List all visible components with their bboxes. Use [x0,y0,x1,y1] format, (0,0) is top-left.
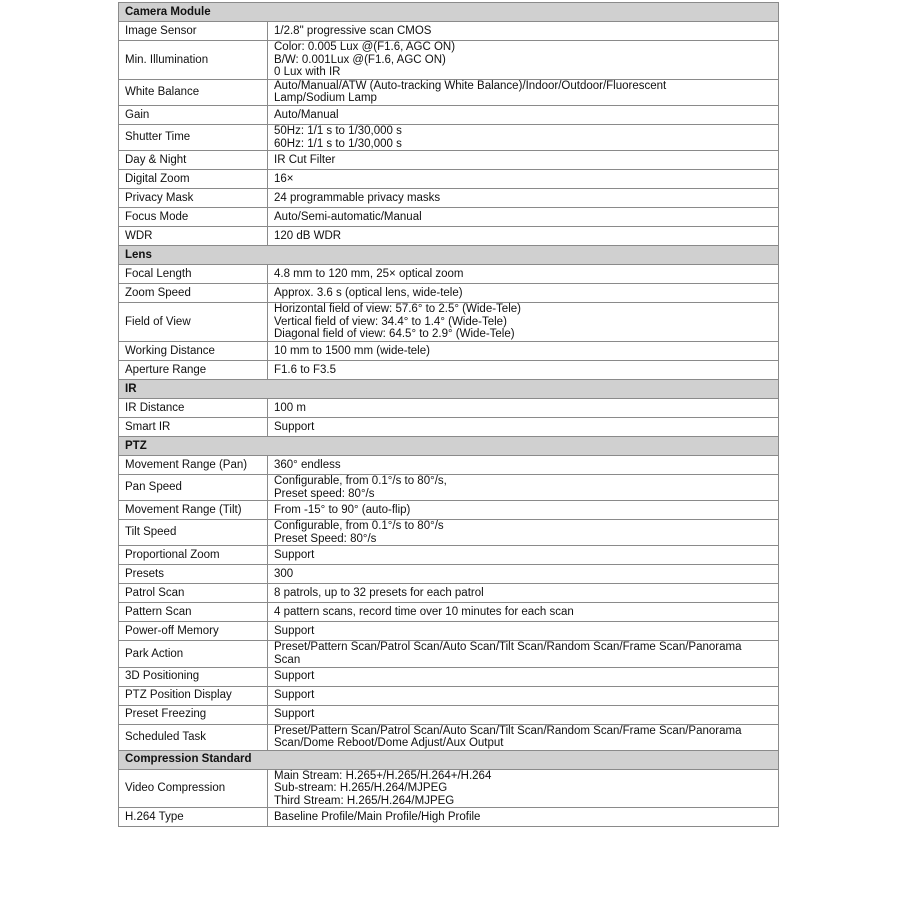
spec-value-line: 60Hz: 1/1 s to 1/30,000 s [274,137,402,150]
spec-row [119,686,779,705]
spec-value-line: From -15° to 90° (auto-flip) [274,503,411,516]
spec-label: WDR [119,227,268,246]
spec-value [268,769,779,808]
spec-value-line: Main Stream: H.265+/H.265/H.264+/H.264 [274,769,492,782]
spec-value [268,808,779,827]
spec-value [268,284,779,303]
spec-value-line: Horizontal field of view: 57.6° to 2.5° (Wide-Tele) [274,303,521,316]
spec-value-line: 10 mm to 1500 mm (wide-tele) [274,344,430,357]
spec-value-line: Auto/Manual [274,108,339,121]
spec-value [268,303,779,342]
spec-value-line: IR Cut Filter [274,153,336,166]
spec-value [268,151,779,170]
spec-value [268,265,779,284]
spec-value [268,455,779,474]
section-title: Lens [119,246,779,265]
spec-value-line: Scan/Dome Reboot/Dome Adjust/Aux Output [274,737,504,750]
spec-value [268,705,779,724]
spec-label: Focus Mode [119,208,268,227]
spec-value-line: 1/2.8" progressive scan CMOS [274,24,432,37]
spec-label: Min. Illumination [119,41,268,80]
section-header-row [119,750,779,769]
spec-row [119,641,779,667]
spec-row [119,360,779,379]
spec-value [268,189,779,208]
spec-label: Video Compression [119,769,268,808]
spec-label: Focal Length [119,265,268,284]
spec-row [119,105,779,124]
spec-value [268,520,779,546]
spec-value [268,170,779,189]
spec-row [119,667,779,686]
spec-value [268,341,779,360]
spec-row [119,520,779,546]
spec-value-line: Scan [274,653,301,666]
spec-value-line: Configurable, from 0.1°/s to 80°/s [274,520,444,533]
spec-label: Smart IR [119,417,268,436]
spec-row [119,546,779,565]
spec-label: Presets [119,565,268,584]
spec-value [268,398,779,417]
spec-value [268,41,779,80]
spec-label: Aperture Range [119,360,268,379]
spec-value [268,546,779,565]
spec-label: Movement Range (Pan) [119,455,268,474]
spec-label: 3D Positioning [119,667,268,686]
spec-label: Tilt Speed [119,520,268,546]
spec-value-line: Support [274,420,315,433]
spec-value [268,724,779,750]
spec-value-line: Baseline Profile/Main Profile/High Profile [274,811,481,824]
spec-value-line: 16× [274,172,294,185]
spec-row [119,705,779,724]
section-header-row [119,246,779,265]
spec-row [119,284,779,303]
section-header-row [119,3,779,22]
spec-value [268,417,779,436]
spec-row [119,417,779,436]
spec-value-line: Support [274,689,315,702]
spec-value [268,360,779,379]
spec-value [268,208,779,227]
spec-value-line: 100 m [274,401,306,414]
spec-value-line: Lamp/Sodium Lamp [274,92,377,105]
spec-value-line: Support [274,549,315,562]
spec-label: Pan Speed [119,474,268,500]
spec-label: White Balance [119,79,268,105]
spec-table [118,2,779,827]
spec-label: Privacy Mask [119,189,268,208]
spec-value-line: Vertical field of view: 34.4° to 1.4° (Wide-Tele) [274,315,507,328]
spec-row [119,170,779,189]
spec-label: Field of View [119,303,268,342]
spec-value-line: 300 [274,568,294,581]
section-title: Compression Standard [119,750,779,769]
spec-label: IR Distance [119,398,268,417]
spec-value-line: Preset Speed: 80°/s [274,532,377,545]
spec-value [268,79,779,105]
spec-label: Day & Night [119,151,268,170]
spec-value [268,686,779,705]
spec-label: Proportional Zoom [119,546,268,565]
spec-row [119,724,779,750]
spec-row [119,22,779,41]
spec-value-line: 4 pattern scans, record time over 10 minutes for each scan [274,606,574,619]
spec-value-line: 50Hz: 1/1 s to 1/30,000 s [274,124,402,137]
spec-row [119,151,779,170]
spec-row [119,622,779,641]
spec-label: Zoom Speed [119,284,268,303]
spec-value-line: Support [274,625,315,638]
spec-value-line: 4.8 mm to 120 mm, 25× optical zoom [274,267,464,280]
spec-row [119,79,779,105]
spec-value-line: Approx. 3.6 s (optical lens, wide-tele) [274,286,463,299]
spec-value [268,603,779,622]
spec-value-line: Preset/Pattern Scan/Patrol Scan/Auto Scan/Tilt Scan/Random Scan/Frame Scan/Panorama [274,641,742,654]
spec-value-line: 8 patrols, up to 32 presets for each patrol [274,587,484,600]
spec-value-line: Auto/Manual/ATW (Auto-tracking White Balance)/Indoor/Outdoor/Fluorescent [274,79,667,92]
spec-value-line: Auto/Semi-automatic/Manual [274,210,422,223]
spec-value [268,584,779,603]
section-header-row [119,436,779,455]
spec-value [268,474,779,500]
spec-label: PTZ Position Display [119,686,268,705]
spec-value-line: 120 dB WDR [274,229,342,242]
spec-row [119,341,779,360]
spec-value [268,501,779,520]
spec-value-line: B/W: 0.001Lux @(F1.6, AGC ON) [274,53,446,66]
spec-value-line: Third Stream: H.265/H.264/MJPEG [274,794,455,807]
spec-label: Power-off Memory [119,622,268,641]
spec-value-line: Preset/Pattern Scan/Patrol Scan/Auto Scan/Tilt Scan/Random Scan/Frame Scan/Panorama [274,724,742,737]
spec-label: Preset Freezing [119,705,268,724]
spec-label: Pattern Scan [119,603,268,622]
spec-value-line: Sub-stream: H.265/H.264/MJPEG [274,782,448,795]
spec-row [119,124,779,150]
spec-row [119,808,779,827]
spec-value [268,22,779,41]
spec-label: Gain [119,105,268,124]
spec-value [268,105,779,124]
spec-label: Working Distance [119,341,268,360]
spec-value-line: 0 Lux with IR [274,66,341,79]
spec-value [268,641,779,667]
spec-row [119,303,779,342]
spec-row [119,565,779,584]
section-title: PTZ [119,436,779,455]
spec-value-line: Diagonal field of view: 64.5° to 2.9° (Wide-Tele) [274,328,515,341]
section-title: Camera Module [119,3,779,22]
spec-label: Scheduled Task [119,724,268,750]
spec-value-line: 360° endless [274,458,341,471]
spec-label: Patrol Scan [119,584,268,603]
spec-value [268,622,779,641]
spec-row [119,455,779,474]
spec-row [119,227,779,246]
spec-row [119,398,779,417]
section-header-row [119,379,779,398]
spec-label: Movement Range (Tilt) [119,501,268,520]
spec-table-body [119,3,779,827]
spec-row [119,265,779,284]
spec-row [119,474,779,500]
spec-value-line: Preset speed: 80°/s [274,487,375,500]
spec-label: Park Action [119,641,268,667]
spec-row [119,41,779,80]
spec-value-line: 24 programmable privacy masks [274,191,441,204]
spec-label: Image Sensor [119,22,268,41]
spec-row [119,584,779,603]
spec-row [119,769,779,808]
spec-value [268,667,779,686]
spec-value [268,227,779,246]
spec-label: Shutter Time [119,124,268,150]
section-title: IR [119,379,779,398]
spec-value-line: Support [274,708,315,721]
spec-label: H.264 Type [119,808,268,827]
spec-value-line: Color: 0.005 Lux @(F1.6, AGC ON) [274,41,456,53]
spec-row [119,208,779,227]
spec-value-line: Support [274,670,315,683]
spec-row [119,501,779,520]
spec-value [268,565,779,584]
spec-label: Digital Zoom [119,170,268,189]
spec-value-line: Configurable, from 0.1°/s to 80°/s, [274,474,447,487]
spec-value-line: F1.6 to F3.5 [274,363,337,376]
spec-row [119,603,779,622]
spec-value [268,124,779,150]
spec-row [119,189,779,208]
